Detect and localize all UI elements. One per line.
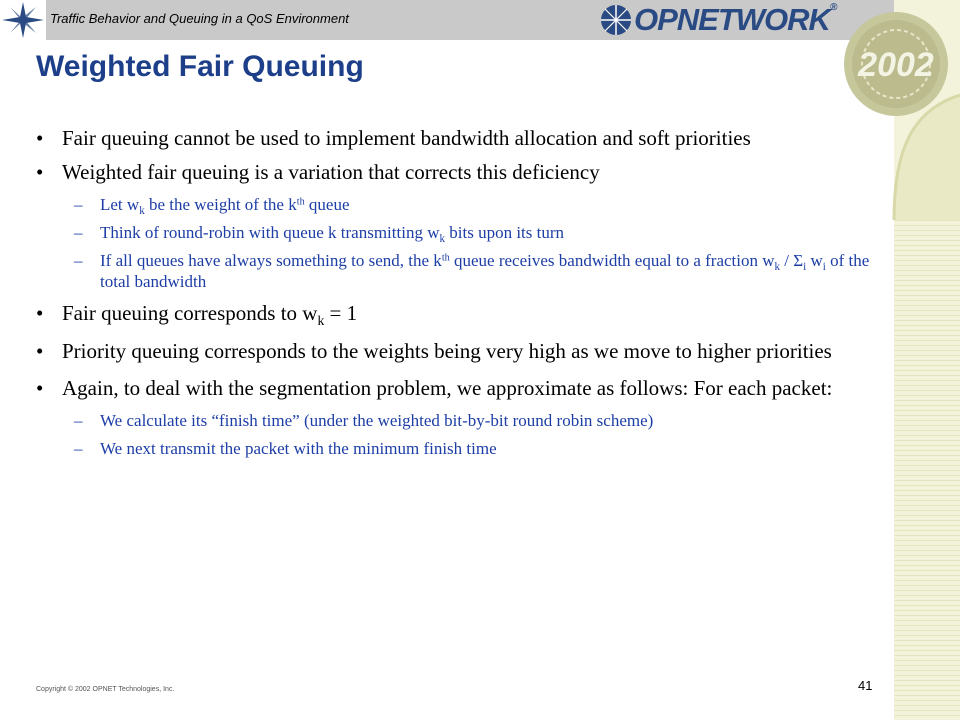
bullet-5: • Again, to deal with the segmentation problem, we approximate as follows: For each packet: [36, 376, 876, 401]
bullet-2: • Weighted fair queuing is a variation that corrects this deficiency [36, 160, 876, 185]
star-logo [0, 0, 46, 40]
text-run: be the weight of the k [144, 195, 297, 214]
dash-marker: – [74, 223, 83, 242]
sub-bullet-2-1 [36, 194, 876, 215]
subscript: k [774, 260, 781, 273]
superscript: th [296, 196, 305, 208]
bullet-3 [36, 301, 876, 326]
text-run: = 1 [324, 301, 358, 325]
sub-bullet-5-2 [36, 438, 876, 459]
subscript: i [822, 260, 826, 273]
text-run: queue [304, 195, 350, 214]
sub-bullet-2-3 [36, 250, 876, 292]
dash-marker: – [74, 195, 83, 214]
compass-star-icon [0, 0, 46, 40]
opnetwork-logo: OPNETWORK® [634, 2, 837, 37]
text-run: We calculate its “finish time” (under the weighted bit-by-bit round robin scheme) [100, 411, 654, 430]
presentation-title: Traffic Behavior and Queuing in a QoS Environment [50, 11, 349, 26]
text-run: / Σ [780, 251, 804, 270]
slide-body [36, 126, 876, 466]
text-run: Let w [100, 195, 140, 214]
bullet-1: • Fair queuing cannot be used to implement bandwidth allocation and soft priorities [36, 126, 876, 151]
text-run: Fair queuing corresponds to w [62, 301, 318, 325]
text-run: bits upon its turn [445, 223, 565, 242]
bullet-4: • Priority queuing corresponds to the weights being very high as we move to higher priorities [36, 335, 876, 367]
slide-title: Weighted Fair Queuing [36, 50, 364, 83]
subscript: i [803, 260, 807, 273]
subscript: k [439, 232, 446, 245]
subscript: k [139, 204, 145, 217]
text-run: of the total bandwidth [100, 251, 870, 291]
text-run: If all queues have always something to send, the k [100, 251, 442, 270]
superscript: th [441, 252, 450, 264]
opnet-globe-icon [596, 2, 636, 38]
page-number: 41 [858, 678, 873, 693]
text-run: queue receives bandwidth equal to a fraction w [449, 251, 775, 270]
dash-marker: – [74, 251, 83, 270]
dash-marker: – [74, 439, 83, 458]
text-run: Think of round-robin with queue k transmitting w [100, 223, 440, 242]
dash-marker: – [74, 411, 83, 430]
year-2002-text: 2002 [858, 46, 934, 84]
copyright-notice: Copyright © 2002 OPNET Technologies, Inc. [36, 686, 175, 693]
logo-wordmark: OPNETWORK [634, 2, 830, 37]
sub-bullet-2-2 [36, 222, 876, 243]
text-run: We next transmit the packet with the minimum finish time [100, 439, 497, 458]
panel-grid-pattern [894, 190, 960, 720]
sub-bullet-5-1 [36, 410, 876, 431]
subscript: k [317, 312, 325, 328]
text-run: w [806, 251, 823, 270]
